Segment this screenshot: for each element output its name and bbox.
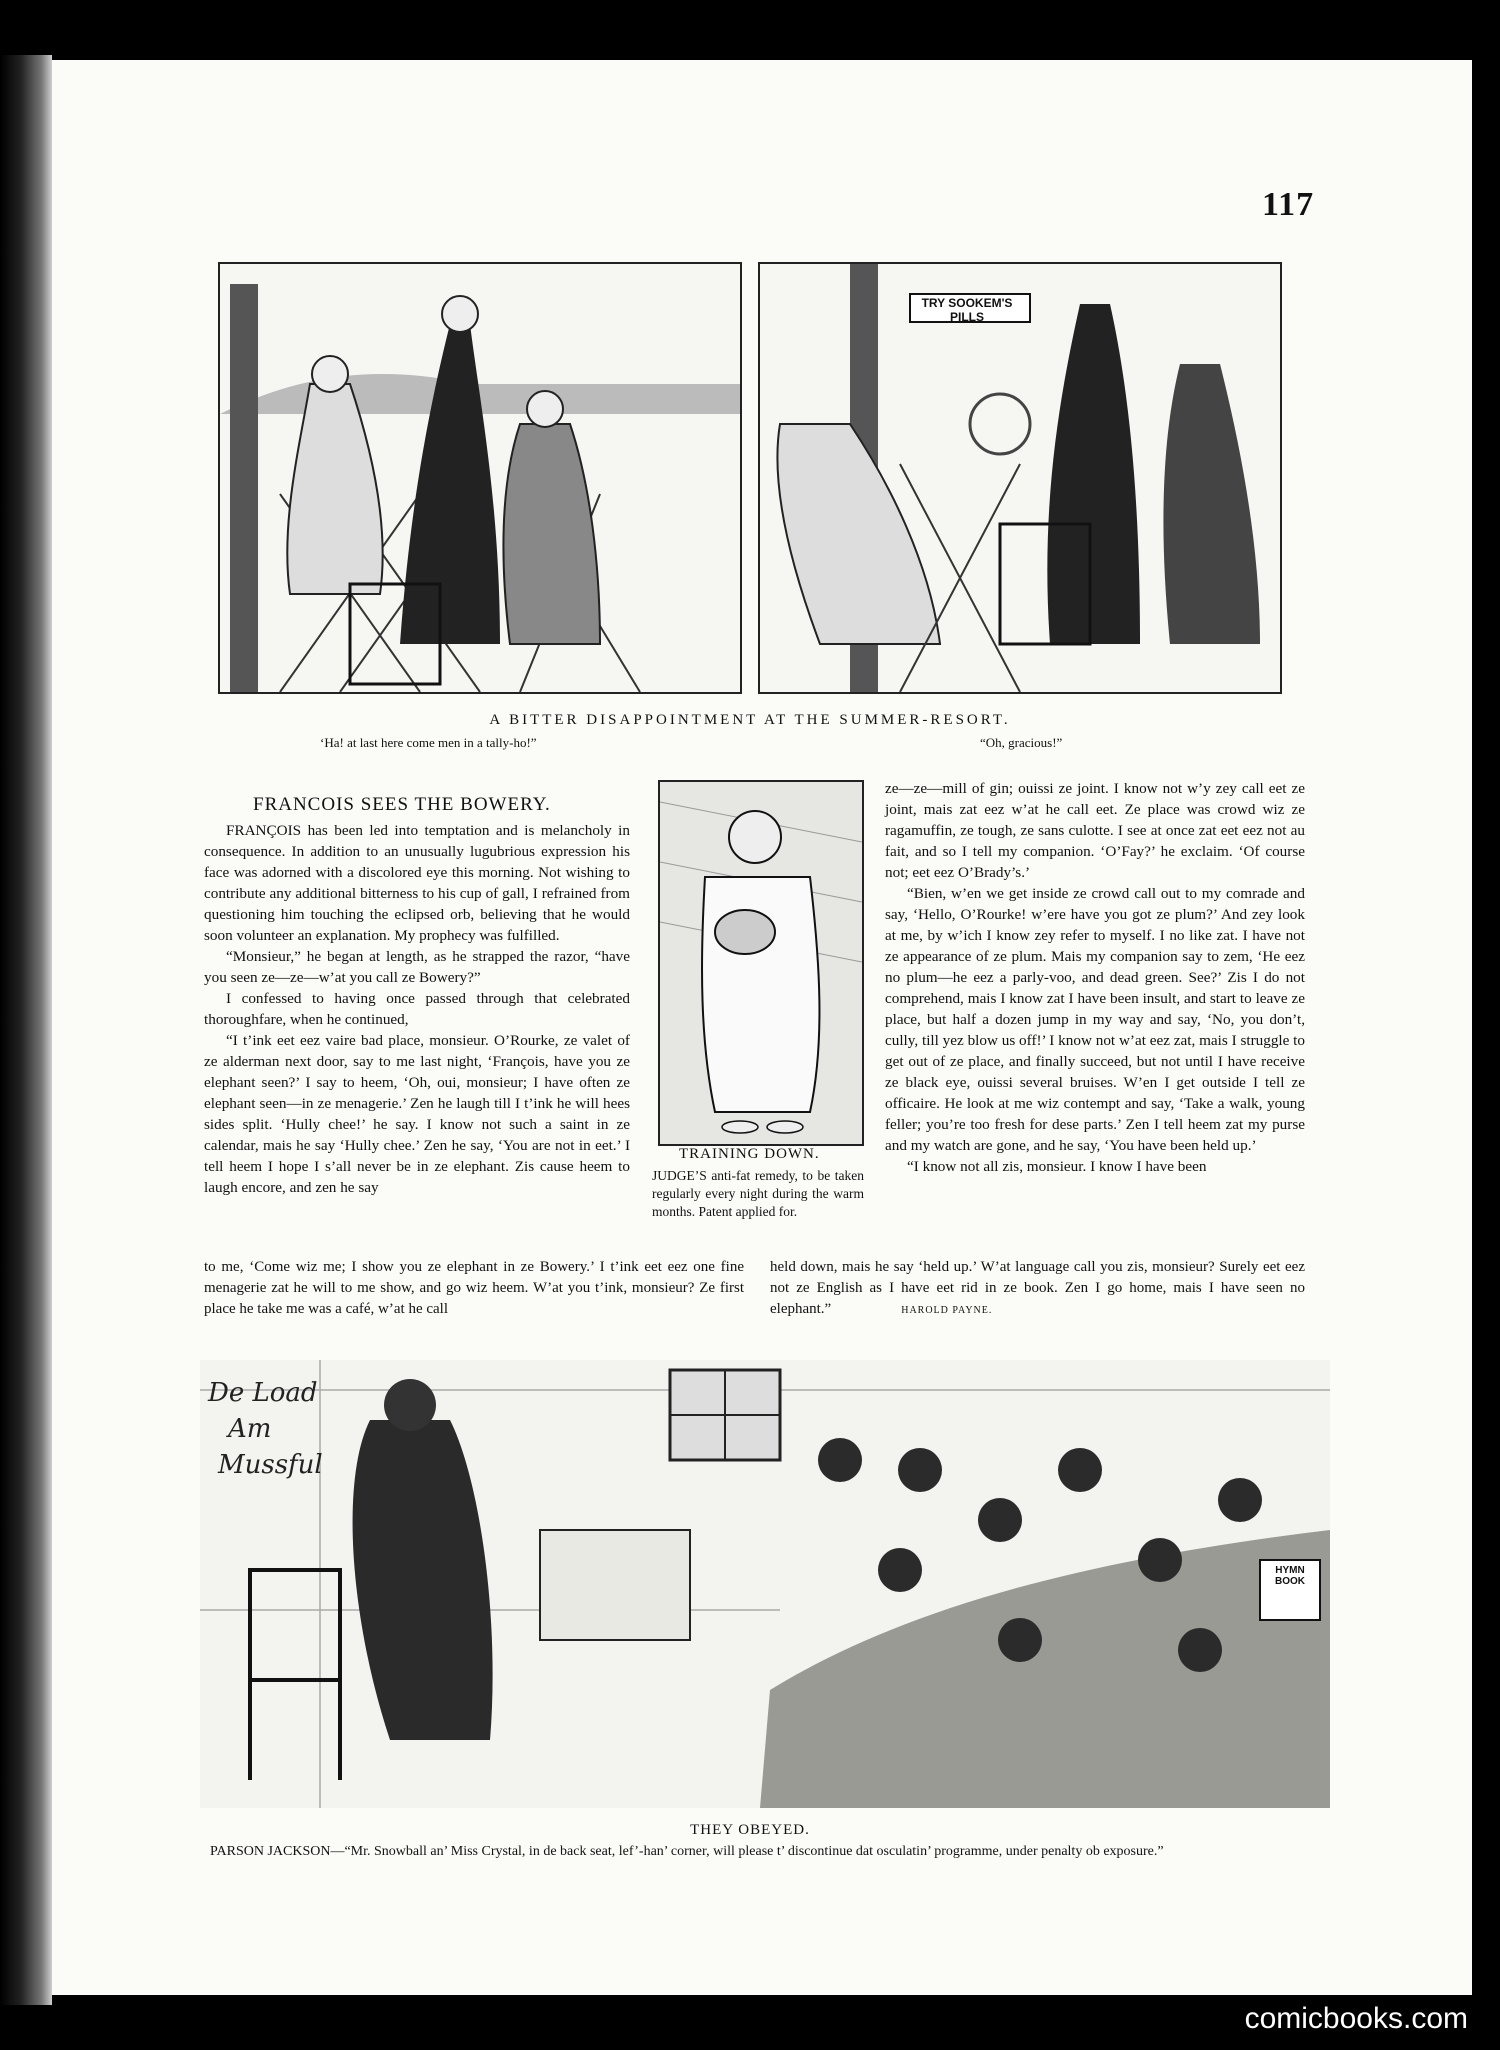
source-watermark: comicbooks.com [1244, 2002, 1468, 2035]
training-down-drawing [660, 782, 862, 1144]
training-down-caption: JUDGE’S anti-fat remedy, to be taken regularly every night during the warm months. Patent applied for. [652, 1168, 864, 1219]
they-obeyed-drawing [200, 1360, 1330, 1808]
summer-resort-left-illustration [220, 264, 740, 692]
top-cartoon-title: A BITTER DISAPPOINTMENT AT THE SUMMER-RESORT. [489, 712, 1011, 728]
article-paragraph: FRANÇOIS has been led into temptation and is melancholy in consequence. In addition to an unusually lugubrious expression his face was adorned with a discolored eye this morning. Not wishing to contribute any additional bitterness to his cup of gall, I refrained from questioning him touching the eclipsed orb, believing that he would soon volunteer an explanation. My prophecy was fulfilled. [204, 822, 630, 944]
wall-motto-line: Mussful [218, 1450, 323, 1480]
article-paragraph: “Monsieur,” he began at length, as he strapped the razor, “have you seen ze—ze—w’at you call ze Bowery?” [204, 948, 630, 986]
author-signature: HAROLD PAYNE. [901, 1305, 993, 1316]
article-paragraph: ze—ze—mill of gin; ouissi ze joint. I know not w’y zey call eet ze joint, mais zat eez w’at he call eet. Ze place was crowd wiz ze ragamuffin, ze tough, ze sans culotte. I see at once zat eet eez not au fait, and so I tell my companion. ‘O’Fay?’ he exclaim. ‘Of course not; eet eez O’Brady’s.’ [885, 780, 1305, 881]
wall-motto-line: Am [228, 1414, 272, 1444]
article-column-1 [204, 820, 630, 1198]
sign-try-sookems-pills: TRY SOOKEM'S PILLS [921, 296, 1013, 324]
training-down-title: TRAINING DOWN. [679, 1146, 820, 1162]
wall-motto-line: De Load [208, 1378, 318, 1408]
article-paragraph: I confessed to having once passed through that celebrated thoroughfare, when he continued, [204, 990, 630, 1028]
article-column-3 [885, 778, 1305, 1177]
summer-resort-left-panel [218, 262, 742, 694]
bottom-cartoon-caption: PARSON JACKSON—“Mr. Snowball an’ Miss Crystal, in de back seat, lef’-han’ corner, will please t’ discontinue dat osculatin’ programme, under penalty ob exposure.” [210, 1844, 1164, 1859]
summer-resort-right-illustration [760, 264, 1280, 692]
article-paragraph: “I know not all zis, monsieur. I know I have been [907, 1158, 1207, 1175]
article-closing-text: held down, mais he say ‘held up.’ W’at language call you zis, monsieur? Surely eet eez not ze English as I have eet rid in ze book. Zen I go home, mais I have seen no elephant.” [770, 1259, 1305, 1317]
article-heading: FRANCOIS SEES THE BOWERY. [253, 794, 551, 815]
page-number: 117 [1262, 186, 1315, 223]
training-down-illustration [658, 780, 864, 1146]
article-column-1-continuation: to me, ‘Come wiz me; I show you ze elephant in ze Bowery.’ I t’ink eet eez one fine menagerie zat he will to me show, and go wiz heem. W’at you t’ink, monsieur? Ze first place he take me was a café, w’at he call [204, 1259, 744, 1317]
top-right-caption: “Oh, gracious!” [980, 735, 1063, 750]
book-spine [0, 55, 52, 2005]
hymn-book-label: HYMN BOOK [1275, 1565, 1305, 1587]
article-column-3-continuation [770, 1257, 1305, 1321]
wall-motto-text [208, 1375, 323, 1483]
article-paragraph: “I t’ink eet eez vaire bad place, monsieur. O’Rourke, ze valet of ze alderman next door, say to me last night, ‘François, have you ze elephant seen?’ I say to heem, ‘Oh, oui, monsieur; I have often ze elephant seen—in ze menagerie.’ Zen he laugh till I t’ink he will hees sides split. ‘Hully chee!’ he say. I know not such a saint in ze calendar, mais he say ‘Hully chee.’ Zen he say, ‘You are not in eet.’ I tell heem I hope I s’all never be in ze elephant. Zis cause heem to laugh encore, and zen he say [204, 1032, 630, 1196]
summer-resort-right-panel [758, 262, 1282, 694]
bottom-cartoon-title: THEY OBEYED. [690, 1822, 810, 1838]
top-left-caption: ‘Ha! at last here come men in a tally-ho!” [320, 735, 537, 750]
article-paragraph: “Bien, w’en we get inside ze crowd call out to my comrade and say, ‘Hello, O’Rourke! w’ere have you got ze plum?’ And zey look at me, by w’ich I know zey refer to myself. I no like zat. I have not ze appearance of ze plum. Mais my companion say to zem, ‘He eez no plum—he eez a parly-voo, and dead green. See?’ Zis I do not comprehend, mais I know zat I have been insult, and start to leave ze place, but half a dozen jump in my way and say, ‘No, you don’t, cully, till yez blow us off!’ I know not w’at eez zat, mais I struggle to get out of ze place, and finally succeed, but not until I have receive ze black eye, ouissi several bruises. W’en I get outside I tell ze officaire. He look at me wiz contempt and say, ‘Take a walk, young feller; you’re too fresh for dese parts.’ Zen I tell heem zat my purse and my watch are gone, and he say, ‘You have been held up.’ [885, 885, 1305, 1154]
they-obeyed-illustration [200, 1360, 1330, 1808]
